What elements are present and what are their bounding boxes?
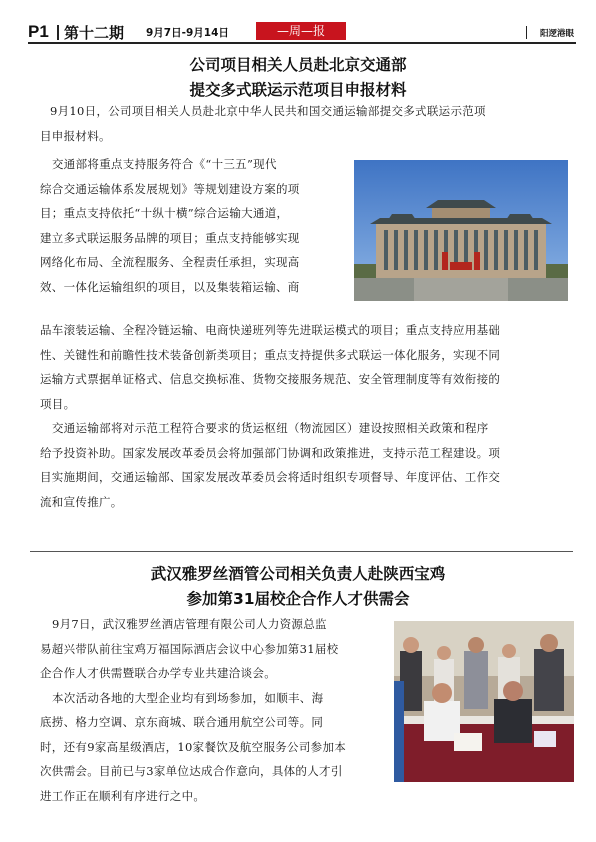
text-line: 目实施期间，交通运输部、国家发展改革委员会将适时组织专项督导、年度评估、工作交	[40, 470, 501, 484]
article1-body-top	[40, 99, 486, 148]
header-separator	[57, 25, 59, 40]
text-line: 次供需会。目前已与3家单位达成合作意向，具体的人才引	[40, 764, 343, 778]
weekly-badge: —周—报	[256, 22, 346, 40]
text-line: 交通部将重点支持服务符合《“十三五”现代	[52, 157, 277, 171]
header-rule	[28, 42, 576, 44]
article1-body-wrap	[40, 152, 300, 299]
text-line: 9月7日，武汉雅罗丝酒店管理有限公司人力资源总监	[52, 617, 327, 631]
text-line: 品车滚装运输、全程冷链运输、电商快递班列等先进联运模式的项目；重点支持应用基础	[40, 323, 501, 337]
article2-body	[40, 612, 346, 808]
text-line: 流和宣传推广。	[40, 494, 123, 509]
article1-body-bottom	[40, 318, 500, 514]
text-line: 易超兴带队前往宝鸡万福国际酒店会议中心参加第31届校	[40, 641, 339, 656]
ministry-building-photo	[354, 160, 568, 301]
text-line: 建立多式联运服务品牌的项目；重点支持能够实现	[40, 230, 300, 245]
text-line: 本次活动各地的大型企业均有到场参加，如顺丰、海	[52, 690, 324, 705]
newsletter-header	[28, 22, 576, 44]
article1-title-line: 提交多式联运示范项目申报材料	[189, 81, 407, 99]
text-line: 进工作正在顺利有序进行之中。	[40, 788, 206, 803]
text-line: 项目。	[40, 396, 76, 411]
issue-number: 第十二期	[64, 24, 125, 42]
article1-title	[28, 53, 568, 103]
text-line: 交通运输部将对示范工程符合要求的货运枢纽（物流园区）建设按照相关政策和程序	[52, 421, 489, 435]
text-line: 目；重点支持依托“十纵十横”综合运输大通道，	[40, 206, 289, 220]
article2-title-line: 武汉雅罗丝酒管公司相关负责人赴陕西宝鸡	[150, 565, 446, 583]
text-line: 性、关键性和前瞻性技术装备创新类项目；重点支持提供多式联运一体化服务，实现不同	[40, 347, 501, 362]
article1-title-line: 公司项目相关人员赴北京交通部	[189, 56, 407, 74]
brand-separator	[526, 26, 527, 39]
text-line: 综合交通运输体系发展规划》等规划建设方案的项	[40, 181, 300, 196]
text-line: 效、一体化运输组织的项目，以及集装箱运输、商	[40, 279, 300, 294]
text-line: 时，还有9家高星级酒店，10家餐饮及航空服务公司参加本	[40, 739, 347, 754]
article2-title	[28, 562, 568, 612]
text-line: 目申报材料。	[40, 128, 111, 143]
section-divider	[30, 551, 573, 552]
date-range: 9月7日-9月14日	[146, 27, 229, 39]
text-line: 企合作人才供需暨联合办学专业共建洽谈会。	[40, 666, 276, 680]
job-fair-photo	[394, 621, 574, 782]
text-line: 底捞、格力空调、京东商城、联合通用航空公司等。同	[40, 715, 324, 729]
text-line: 9月10日，公司项目相关人员赴北京中华人民共和国交通运输部提交多式联运示范项	[50, 104, 486, 118]
text-line: 运输方式票据单证格式、信息交换标准、货物交接服务规范、安全管理制度等有效衔接的	[40, 372, 501, 386]
article2-title-line: 参加第31届校企合作人才供需会	[186, 590, 410, 608]
brand-name: 阳逻港眼	[540, 29, 575, 39]
text-line: 给予投资补助。国家发展改革委员会将加强部门协调和政策推进，支持示范工程建设。项	[40, 445, 501, 460]
page-label: P1	[28, 22, 49, 41]
text-line: 网络化布局、全流程服务、全程责任承担，实现高	[40, 255, 300, 269]
